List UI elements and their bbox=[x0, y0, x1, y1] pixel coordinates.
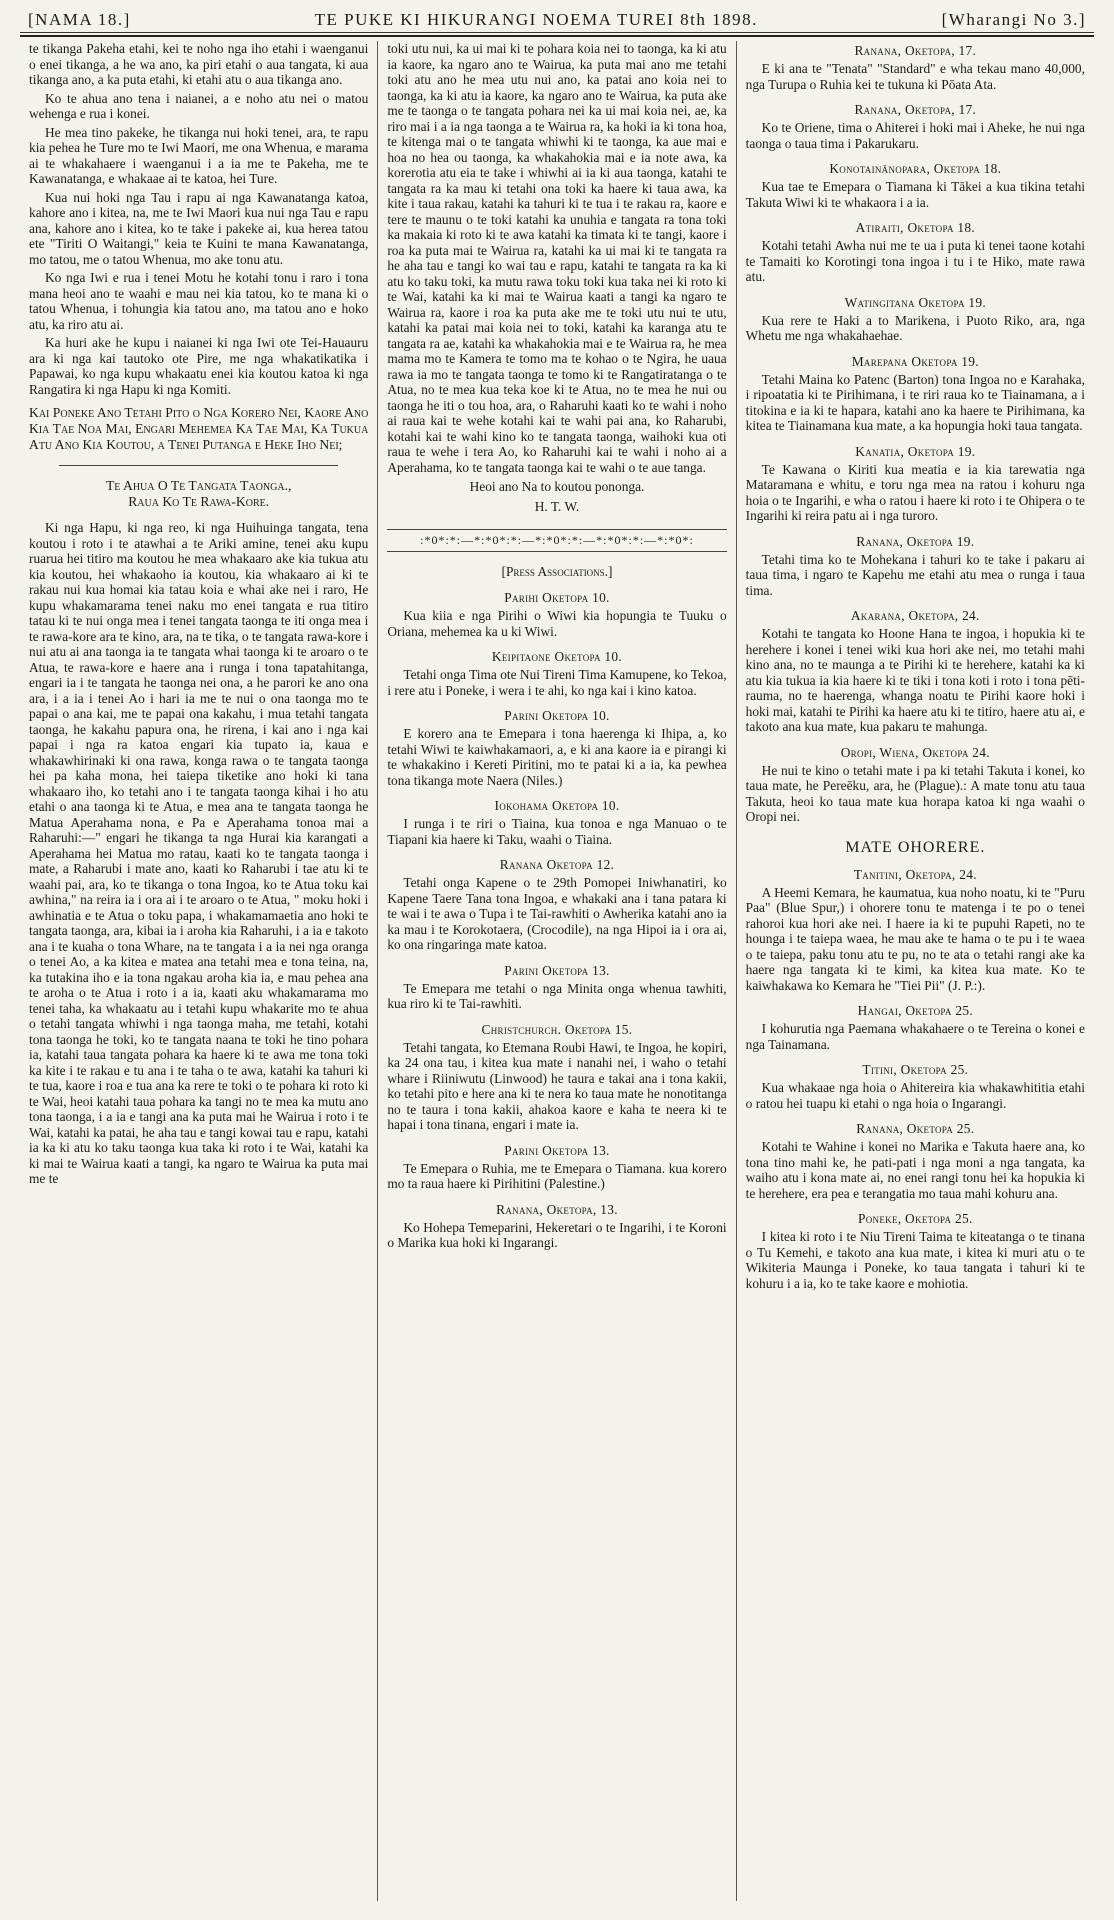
dateline: Parini Oketopa 13. bbox=[504, 1142, 610, 1158]
news-item: Ko te Oriene, tima o Ahiterei i hoki mai i Aheke, he nui nga taonga o taua tima i Pakarukaru. bbox=[745, 120, 1085, 151]
news-item: E korero ana te Emepara i tona haerenga ki Ihipa, a, ko tetahi Wiwi te kaiwhakamaori, a, e ki ana kaore ia e pirangi ki te whakakino i Kereti Piritini, mo te patai ki a ia, ka pewhea tona tikanga mote Naera (Niles.) bbox=[387, 726, 727, 788]
press-associations-heading: [Press Associations.] bbox=[501, 564, 613, 579]
dateline: Konotainānopara, Oketopa 18. bbox=[829, 161, 1002, 176]
news-item: Kotahi te Wahine i konei no Marika e Takuta haere ana, ko tona tino mahi ke, he pati-pati i nga moni a nga tangata, ka waiho atu i kona mate ai, no enei rangi tonu hei ka hopukia ki te herehere, era pea e terangatia mo taua mahi kohuru ana. bbox=[745, 1139, 1085, 1201]
dateline: Oropi, Wiena, Oketopa 24. bbox=[840, 744, 990, 760]
dateline: Tanitini, Oketopa, 24. bbox=[853, 866, 977, 882]
dateline: Ranana, Oketopa 19. bbox=[856, 533, 975, 549]
news-item: Te Emepara me tetahi o nga Minita onga whenua tawhiti, kua riro ki te Tai-rawhiti. bbox=[387, 980, 727, 1011]
article-title-line-1: Te Ahua O Te Tangata Taonga., bbox=[105, 478, 292, 493]
article-title-line-2: Raua Ko Te Rawa-Kore. bbox=[128, 494, 270, 509]
article-body-continued: toki utu nui, ka ui mai ki te pohara koia nei to taonga, ka ki atu ia kaore, ka ngaro ano te Wairua, ka puta mai ano me tetahi toki atu ano he mea utu nui ano, ka patai ano koia nei to taonga, ka ki atu ia kaore, ka ngaro ano te Wairua, ka puta ake me te taonga o te tangata pohara nei ka ui mai koia nei, ae, ka riro mai i a ia nga taonga a te Wairua ra, ka hoki ia ki tona hoa, te kitenga mai o te tangata whiwhi ki te taonga, ka aue mai e hoa no hea ou taonga, ka whakahokia mai e ia note awa, ka korerotia atu eia te take i whiwhi ai ia ki aua taonga, katahi te tangata ra ka mau ki tetahi ona toki ka haere ki taua awa, ka kite i taua rakau, katahi ka tahuri ki te tua i te rakau ra, kaore e tere te maunu o te toki katahi ka unuhia e tangata ra tona toki ka makaia ki roto ki te awa katahi ka timata ki te tangi, kaore i roa ka puta mai te Wairua ra, katahi ka ui mai ki te tangata ra he aha tau e tangi ko wai tau e rapu, katahi te tangata ra ka ki atu ko taku toki, ka mutu rawa toku toki kua taka nei ki roto ki te Wai, katahi ka ki mai te Wairua kaati a tangi ka ngaro te Wairua ra, kaore i roa ka puta ake me te toki utu nui te utu, katahi ka patai mai koia nei to toki, katahi ka karanga atu te tangata ra ae, katahi ka whakahokia mai e te Wairua ra, he mea mama mo te Kamera te tomo ma te kohao o te Ngira, he uaua rawa ia mo te tangata taonga te tomo ki te Rangatiratanga o te Atua, no te mea kua teka koe ki te Atua, no te mea he nui ou taonga he iti o tou hoa, ara, o Raharuhi kaati ko te wahi i noho ai raua kai te wehe kotahi kai te wahi pai ana, ko Raharubi, kotahi kai te wahi kino ko te tangata taonga, waihoki kua oti raua te wehe i tera Ao, ko Raharuhi kai te wahi i noho ai a Aperahama, ko te tangata taonga kai te wahi o te aue tanga. bbox=[387, 41, 727, 475]
page-number: [Wharangi No 3.] bbox=[941, 10, 1086, 29]
paragraph: Ka huri ake he kupu i naianei ki nga Iwi ote Tei-Hauauru ara ki nga kai tautoko ote Pire, me nga whakatikatika i Papawai, ko nga kupu whakaatu enei kia koutou katoa ki nga Rangatira ki nga Hapu ki nga Komiti. bbox=[29, 335, 369, 397]
news-item: Te Kawana o Kiriti kua meatia e ia kia tarewatia nga Mataramana e whitu, e toru nga mea na ratou i kohuru nga hoia o te Ingarihi, e wha o ratou i haere ki roto i te Ohipera o te Ingarihi ki reira patu ai i nga turoro. bbox=[745, 461, 1085, 523]
news-item: Tetahi onga Kapene o te 29th Pomopei Iniwhanatiri, ko Kapene Taere Tana tona Ingoa, e whakaki ana i tana patara ki te wai i te awa o Tupa i te Tai-rawhiti o Awherika katahi ano ia ka mau i te Korokotaera, (Crocodile), na nga Hipoi ia i ora ai, ko ona ringaringa mate katoa. bbox=[387, 875, 727, 952]
dateline: Watingitana Oketopa 19. bbox=[844, 294, 987, 310]
columns bbox=[10, 37, 1104, 1901]
news-item: Te Emepara o Ruhia, me te Emepara o Tiamana. kua korero mo ta raua haere ki Pirihitini (Palestine.) bbox=[387, 1160, 727, 1191]
dateline: Iokohama Oketopa 10. bbox=[494, 798, 620, 813]
dateline: Christchurch. Oketopa 15. bbox=[481, 1021, 633, 1037]
dateline: Marepana Oketopa 19. bbox=[851, 353, 979, 369]
divider bbox=[59, 465, 338, 466]
dateline: Akarana, Oketopa, 24. bbox=[850, 608, 980, 623]
column-1 bbox=[20, 41, 377, 1901]
news-item: Kua rere te Haki a to Marikena, i Puoto Riko, ara, nga Whetu me nga whakahaehae. bbox=[745, 312, 1085, 343]
news-item: E ki ana te "Tenata" "Standard" e wha tekau mano 40,000, nga Turupa o Ruhia kei te tukuna ki Pōata Ata. bbox=[745, 61, 1085, 92]
article-body: Ki nga Hapu, ki nga reo, ki nga Huihuinga tangata, tena koutou i roto i te atawhai a te Ariki amine, tenei aku kupu ruarua hei titiro ma koutou he mea whakaaro ake kia tukua atu kia koutou, hei whakaoho ia koutou, kia whakaaro ai ki te rakau nui kua homai kia tatau koia e whai ake nei i raro, He kupu whakamarama tenei naku mo enei tangata e rua titiro tatau ki te nui onga mea i tenei tangata taonga te iti onga mea i te rawa-kore ara te kino, ara, na te tika, o te tangata rawa-kore i nui atu ai ana taonga ia te tangata whai taonga ki te aroaro o te Atua, te rawa-kore e haere ana i runga i tona tapatahitanga, engari ia i te tangata he taonga nei ona, a he parori ke ano ona ara, i a ia i tenei Ao i hari ia me te nui o ona taonga mo te papai o ana kai, me te papai ona kakahu, i mua tetahi tangata taonga, he kakahu papura ona, he rirena, i kai ano i nga kai papai i nga ra katoa engari kia tupato ia, kaua e whakawhirinaki ki ona rawa, konga rawa o te tangata taonga hei pa kaha mona, hei taiepa tiketike ano hoki ki tana whakaaro iho, ko tetahi ano i te tangata taonga kihai i ho atu etahi o ana taonga ki te Atua, e mea ana te tangata taonga he Matua Aperahama nona, e Pa e Aperahama tonoa mai a Raharuhi:—" engari he tikanga ta nga Hurai kia karangati a Aperahama hei Matua mo ratau, kaati ko te tangata taonga i mate, a Raharubi i mate ano, kaati ko Raharubi i tae atu ki te waahi pai, ara, ko te tikanga o tona Ingoa, ko te Atua toku kai awhina," na reira ia i ora ai i te aroaro o te Atua, " moku hoki i awhinatia e te Atua o toku papa, i whakamamaetia ano hoki te tangata taonga, ara, kibai ia i aroha kia Raharuhi, i a ia e takoto ana i te kuaha o tona Whare, na te tangata i a ia nei nga oranga o tenei Ao, a ka kitea e matea ana tetahi mea e tona teina, na, ka tutakina iho e ia tona ngakau aroha kia ia, e mau pehea ana te aroha o te Atua i roto i a ia, kaati aku whakamarama mo tenei taha, ka whakaatu au i tetahi kupu whakarite mo te ahua o tetahi tangata whiwhi i nga taonga maha, me tetahi, kotahi tona taonga he toki, ko te tangata naana te toki he tino pohara ia, katahi taua tangata pohara ka haere ki te awa me tona toki ka kite i te rakau e tu ana i te taha o te awa, katahi ka tahuri ki te tua, kaore i roa e tua ana ka rere te toki o te pohara ki roto ki te Wai, heoi katahi taua pohara ka tangi no te mea ka mutu ano tona taonga, i a ia e tangi ana ka puta mai he Wairua i roto i te Wai, katahi ka patai, he aha tau e tangi kowai tau e rapu, katahi ia ka ki atu ko taku taonga kua taka ki roto i te Wai, katahi ka ki mai te Wairua kaati a tangi, ka ngaro te Wairua ka puta mai me te bbox=[29, 520, 369, 1186]
news-item: Kotahi te tangata ko Hoone Hana te ingoa, i hopukia ki te herehere i konei i tenei wiki kua hori ake nei, mo tetahi mahi kino ana, no te maunga a te Pirihi ki te herehere, katahi ka ki atu kia tukua ia kia haere ki te tiki i tona koti i roto i tona pēti-rauma, no te haerenga, whanga noatu te Pirihi kaore hoki i hoki mai, katahi te Pirihi ka haere atu ki te titiro, haere atu ai, e takoto ana kua mate, kua pakaru te mahunga. bbox=[745, 626, 1085, 734]
news-item: Kua kiia e nga Pirihi o Wiwi kia hopungia te Tuuku o Oriana, mehemea ka u ki Wiwi. bbox=[387, 608, 727, 639]
news-item: Kua tae te Emepara o Tiamana ki Tākei a kua tikina tetahi Takuta Wiwi ki te whakaora i a ia. bbox=[745, 179, 1085, 210]
dateline: Atiraiti, Oketopa 18. bbox=[855, 220, 976, 235]
paragraph: Ko te ahua ano tena i naianei, a e noho atu nei o matou wehenga e rua i konei. bbox=[29, 90, 369, 121]
author-initials: H. T. W. bbox=[534, 499, 580, 514]
ornamental-divider: :*0*:*:—*:*0*:*:—*:*0*:*:—*:*0*:*:—*:*0*: bbox=[387, 529, 726, 552]
news-item: Tetahi tima ko te Mohekana i tahuri ko te take i pakaru ai taua tima, i ngaro te Kapehu me etahi atu mea o runga i taua tima. bbox=[745, 551, 1085, 598]
dateline: Kanatia, Oketopa 19. bbox=[855, 443, 976, 459]
news-item: Tetahi onga Tima ote Nui Tireni Tima Kamupene, ko Tekoa, i rere atu i Poneke, i wera i te ahi, ko nga kai i kino katoa. bbox=[387, 667, 727, 698]
dateline: Ranana, Oketopa, 17. bbox=[854, 102, 977, 117]
signoff: Heoi ano Na to koutou pononga. bbox=[469, 479, 645, 494]
dateline: Parihi Oketopa 10. bbox=[504, 590, 610, 605]
news-item: Tetahi Maina ko Patenc (Barton) tona Ingoa no e Karahaka, i ripoatatia ki te Pirihimana, i te riri raua ko te Tiainamana, a i titokina e ia ki te hapara, katahi ano ka haere te Pirihimana, ka kitea te Tiainamana kua mate, a ka hopungia hoki taua tangata. bbox=[745, 371, 1085, 433]
news-item: A Heemi Kemara, he kaumatua, kua noho noatu, ki te "Puru Paa" (Blue Spur,) i ohorere tonu te matenga i te po o tenei rahoroi kua hori ake nei. I haere ia ki te pupuhi Rapeti, no te hounga i te taiepa waea, he mau ake te hama o te pu i te waea o te taiepa, paku tonu atu te pu, no te ata o tetahi rangi ake ka haere nga tangata ki te kimi, ka kitea kua mate. Ko te kaiwhakawa ko Kemara he "Tiei Pii" (J. P.:). bbox=[745, 884, 1085, 993]
issue-number: [NAMA 18.] bbox=[28, 10, 131, 29]
news-item: He nui te kino o tetahi mate i pa ki tetahi Takuta i konei, ko taua mate, he Pereēku, ara, he (Plague).: A mate tonu atu taua Takuta, heoi ko taua mate kua horapa katoa ki nga waahi o Oropi nei. bbox=[745, 762, 1085, 824]
dateline: Keipitaone Oketopa 10. bbox=[491, 649, 623, 664]
article-title bbox=[29, 478, 368, 510]
paragraph: Kua nui hoki nga Tau i rapu ai nga Kawanatanga katoa, kahore ano i kitea, na, me te Iwi Maori kua nui nga Tau e rapu ana, kahore ano i kitea, ko te take i pakeke ai, kua herea tatou ete "Tiriti O Waitangi," keia te Kuini te mana Kawanatanga, mo tatou, me o tatou Whenua, mo ake tonu atu. bbox=[29, 189, 369, 267]
dateline: Poneke, Oketopa 25. bbox=[858, 1211, 973, 1226]
news-item: Ko Hohepa Temeparini, Hekeretari o te Ingarihi, i te Koroni o Marika kua hoki ki Ingarangi. bbox=[387, 1219, 727, 1250]
dateline: Titini, Oketopa 25. bbox=[862, 1062, 969, 1077]
news-item: Tetahi tangata, ko Etemana Roubi Hawi, te Ingoa, he kopiri, ka 24 ona tau, i kitea kua mate i nanahi nei, i waho o tetahi whare i Riiniwutu (Linwood) he taura e takai ana i tona kakii, ko tetahi pito e here ana ki te nera ko taua mate he nonotitanga no te taura i tona kakii, ahakoa kaore e kaha te neera ki te hapai i tona tinana, engari i mate ia. bbox=[387, 1039, 727, 1132]
column-3 bbox=[736, 41, 1094, 1901]
news-item: I kohurutia nga Paemana whakahaere o te Tereina o konei e nga Tainamana. bbox=[745, 1021, 1085, 1052]
section-heading: MATE OHORERE. bbox=[845, 838, 986, 856]
news-item: I kitea ki roto i te Niu Tireni Taima te kiteatanga o te tinana o Tu Kemehi, e takoto ana kua mate, i kitea ki muri atu o te Wikiteria Maunga i Poneke, ko taua tangata i tahuri ki te kohuru i a ia, ko te take kaore e mohiotia. bbox=[745, 1229, 1085, 1291]
dateline: Parini Oketopa 13. bbox=[504, 962, 610, 978]
paragraph: He mea tino pakeke, he tikanga nui hoki tenei, ara, te rapu kia pehea he Ture mo te Iwi Maori, me ona Whenua, e marama ai te whakahaere i waenganui i a ia me te Pakeha, me te Kawanatanga, e whakaae ai te katoa, hei Ture. bbox=[29, 124, 369, 186]
dateline: Ranana Oketopa 12. bbox=[499, 857, 615, 872]
column-2 bbox=[377, 41, 735, 1901]
news-item: Kua whakaae nga hoia o Ahitereira kia whakawhititia etahi o ratou hei tuapu ki etahi o nga hoia o Ingarangi. bbox=[745, 1080, 1085, 1111]
paragraph: te tikanga Pakeha etahi, kei te noho nga iho etahi i waenganui o enei tikanga, a he wa ano, ka piri etahi o aua tangata, ki aua tikanga ano, a ka puta etahi, ki etahi atu o aua tikanga ano. bbox=[29, 41, 369, 87]
news-item: I runga i te riri o Tiaina, kua tonoa e nga Manuao o te Tiapani kia haere ki Taku, waahi o Tiaina. bbox=[387, 816, 727, 847]
dateline: Hangai, Oketopa 25. bbox=[857, 1003, 973, 1018]
masthead-rule bbox=[20, 32, 1094, 33]
paragraph: Ko nga Iwi e rua i tenei Motu he kotahi tonu i raro i tona mana heoi ano te waahi e mau nei kia tatou, ko te mana ki o tatou Whenua, i tohungia kia tatou ano, ma tatou ano e hoko atu, ka riro atu ai. bbox=[29, 270, 369, 332]
dateline: Ranana, Oketopa, 17. bbox=[854, 43, 977, 58]
dateline: Ranana, Oketopa 25. bbox=[856, 1121, 975, 1136]
dateline: Ranana, Oketopa, 13. bbox=[496, 1201, 618, 1217]
dateline: Parini Oketopa 10. bbox=[504, 708, 610, 723]
notice-heading: Kai Poneke Ano Tetahi Pito o Nga Korero Nei, Kaore Ano Kia Tae Noa Mai, Engari Mehemea Ka Tae Mai, Ka Tukua Atu Ano Kia Koutou, a Tenei Putanga e Heke Iho Nei; bbox=[29, 405, 369, 452]
masthead bbox=[10, 6, 1104, 32]
news-item: Kotahi tetahi Awha nui me te ua i puta ki tenei taone kotahi te Tamaiti ko Korotingi tona ingoa i tu i te Hiko, mate rawa atu. bbox=[745, 238, 1085, 284]
newspaper-title: TE PUKE KI HIKURANGI NOEMA TUREI 8th 1898. bbox=[314, 10, 758, 29]
